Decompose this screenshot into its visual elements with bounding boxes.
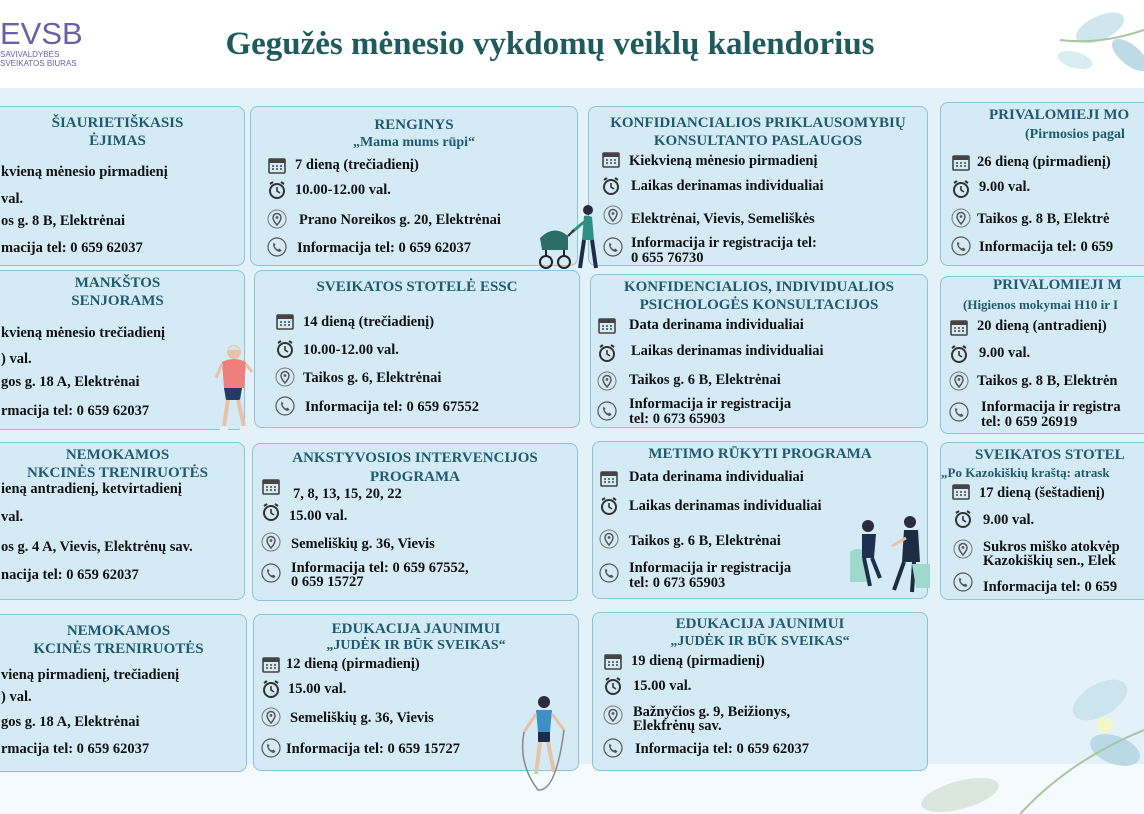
card-time: val. [1, 509, 24, 525]
card-date: 26 dieną (pirmadienį) [977, 154, 1111, 170]
alarm-clock-icon [597, 343, 617, 363]
card-date: 12 dieną (pirmadienį) [286, 656, 420, 672]
card-time: 10.00-12.00 val. [295, 182, 391, 198]
card-address-2: Elekfrėnų sav. [633, 718, 722, 734]
alarm-clock-icon [603, 676, 623, 696]
alarm-clock-icon [275, 339, 295, 359]
card-date: Data derinama individualiai [629, 469, 804, 485]
card-sveikatos-stotele-essc [254, 270, 580, 428]
phone-icon [275, 396, 295, 416]
calendar-icon [597, 315, 617, 335]
card-title: NKCINĖS TRENIRUOTĖS [26, 465, 209, 481]
card-time: 9.00 val. [979, 345, 1031, 361]
card-phone: rmacija tel: 0 659 62037 [1, 741, 150, 757]
card-psichologes-konsultacijos [590, 274, 928, 428]
card-phone: Informacija tel: 0 659 15727 [286, 741, 460, 757]
card-phone: Informacija ir registracija [629, 560, 792, 576]
card-title: ŠIAURIETIŠKASIS [51, 115, 184, 131]
flower-decoration-top-right [1040, 0, 1144, 100]
phone-icon [603, 738, 623, 758]
card-phone: macija tel: 0 659 62037 [1, 240, 143, 256]
card-title: NEMOKAMOS [66, 623, 171, 639]
alarm-clock-icon [953, 509, 973, 529]
card-title: PRIVALOMIEJI M [993, 277, 1122, 293]
card-address: os g. 4 A, Vievis, Elektrėnų sav. [1, 539, 193, 555]
jump-rope-illustration [512, 694, 574, 792]
card-time: Laikas derinamas individualiai [631, 343, 824, 359]
calendar-icon [261, 654, 281, 674]
alarm-clock-icon [601, 176, 621, 196]
card-address: Taikos g. 6, Elektrėnai [303, 370, 442, 386]
card-address: os g. 8 B, Elektrėnai [1, 213, 126, 229]
card-title: PSICHOLOGĖS KONSULTACIJOS [639, 297, 879, 313]
card-privalomieji-mokymai-1 [940, 102, 1144, 266]
card-ankstyvosios-intervencijos [252, 443, 578, 601]
card-phone: Informacija tel: 0 659 62037 [297, 240, 471, 256]
card-phone: Informacija ir registracija tel: [631, 235, 817, 251]
card-phone: Informacija tel: 0 659 [983, 579, 1118, 595]
card-sveikatos-stotele-kazokiskes [940, 442, 1144, 600]
card-title: NEMOKAMOS [65, 447, 170, 463]
location-pin-icon [599, 529, 619, 549]
card-address: gos g. 18 A, Elektrėnai [1, 714, 140, 730]
calendar-icon [275, 311, 295, 331]
alarm-clock-icon [599, 496, 619, 516]
card-time: 9.00 val. [979, 179, 1031, 195]
card-title: RENGINYS [374, 117, 454, 133]
location-pin-icon [953, 539, 973, 559]
card-priklausomybiu-konsultantas [588, 106, 928, 266]
alarm-clock-icon [949, 344, 969, 364]
card-time: 15.00 val. [633, 678, 692, 694]
card-funkcines-treniruotes-1 [0, 442, 245, 600]
card-date: 17 dieną (šeštadienį) [979, 485, 1105, 501]
card-phone: Informacija tel: 0 659 [979, 239, 1114, 255]
location-pin-icon [261, 532, 281, 552]
card-date: ieną antradienį, ketvirtadienį [1, 481, 182, 497]
card-address: Taikos g. 8 B, Elektrėn [977, 373, 1118, 389]
card-title: KONFIDENCIALIOS, INDIVIDUALIOS [623, 279, 895, 295]
location-pin-icon [951, 208, 971, 228]
card-address: Prano Noreikos g. 20, Elektrėnai [299, 212, 501, 228]
logo-subtitle-2: SVEIKATOS BIURAS [0, 59, 77, 68]
card-siaurietiskasis-ejimas [0, 106, 245, 266]
card-date: vieną pirmadienį, trečiadienį [1, 667, 180, 683]
location-pin-icon [597, 371, 617, 391]
card-time: 15.00 val. [289, 508, 348, 524]
card-phone: Informacija tel: 0 659 67552 [305, 399, 479, 415]
card-subtitle: (Pirmosios pagal [1025, 127, 1125, 142]
card-title: ĖJIMAS [89, 133, 146, 149]
card-time: Laikas derinamas individualiai [629, 498, 822, 514]
card-title: PROGRAMA [370, 469, 460, 485]
senior-exercise-illustration [212, 342, 254, 434]
card-title: SVEIKATOS STOTEL [975, 447, 1125, 463]
card-time: 15.00 val. [288, 681, 347, 697]
card-phone: Informacija ir registra [981, 399, 1121, 415]
phone-icon [597, 401, 617, 421]
alarm-clock-icon [261, 679, 281, 699]
phone-icon [261, 563, 281, 583]
card-subtitle: „JUDĖK IR BŪK SVEIKAS“ [326, 638, 506, 653]
card-title: EDUKACIJA JAUNIMUI [331, 621, 501, 637]
card-phone: Informacija tel: 0 659 67552, [291, 560, 469, 576]
card-phone-2: tel: 0 673 65903 [629, 411, 726, 427]
card-address: Elektrėnai, Vievis, Semeliškės [631, 211, 815, 227]
calendar-icon [949, 317, 969, 337]
card-title: KCINĖS TRENIRUOTĖS [33, 641, 204, 657]
card-date: Kiekvieną mėnesio pirmadienį [629, 153, 818, 169]
card-title: EDUKACIJA JAUNIMUI [675, 616, 845, 632]
card-time: ) val. [1, 351, 32, 367]
card-phone-2: tel: 0 673 65903 [629, 575, 726, 591]
card-title: METIMO RŪKYTI PROGRAMA [648, 446, 872, 462]
location-pin-icon [949, 371, 969, 391]
phone-icon [949, 402, 969, 422]
card-title: SENJORAMS [71, 293, 164, 309]
card-title: KONFIDIANCIALIOS PRIKLAUSOMYBIŲ [610, 115, 906, 131]
phone-icon [603, 237, 623, 257]
card-date: kvieną mėnesio trečiadienį [1, 325, 166, 341]
card-address-2: Kazokiškių sen., Elek [983, 553, 1116, 569]
card-time: Laikas derinamas individualiai [631, 178, 824, 194]
card-phone: nacija tel: 0 659 62037 [1, 567, 139, 583]
alarm-clock-icon [267, 180, 287, 200]
card-time: 10.00-12.00 val. [303, 342, 399, 358]
card-title: MANKŠTOS [74, 275, 161, 291]
card-date: 7, 8, 13, 15, 20, 22 [293, 486, 402, 502]
card-phone: Informacija ir registracija [629, 396, 792, 412]
logo-text: EVSB [0, 16, 83, 51]
phone-icon [599, 563, 619, 583]
card-phone: Informacija tel: 0 659 62037 [635, 741, 809, 757]
phone-icon [953, 572, 973, 592]
card-title: PRIVALOMIEJI MO [989, 107, 1130, 123]
card-address: Taikos g. 8 B, Elektrė [977, 211, 1110, 227]
evsb-logo [0, 18, 110, 80]
card-date: 7 dieną (trečiadienį) [295, 157, 419, 173]
calendar-icon [603, 651, 623, 671]
card-title: KONSULTANTO PASLAUGOS [653, 133, 863, 149]
calendar-icon [261, 476, 281, 496]
card-subtitle: „JUDĖK IR BŪK SVEIKAS“ [670, 634, 850, 649]
card-address: Semeliškių g. 36, Vievis [290, 710, 434, 726]
card-address: Bažnyčios g. 9, Beižionys, [633, 704, 791, 720]
card-date: Data derinama individualiai [629, 317, 804, 333]
location-pin-icon [275, 367, 295, 387]
card-address: gos g. 18 A, Elektrėnai [1, 374, 140, 390]
location-pin-icon [603, 705, 623, 725]
card-title: ANKSTYVOSIOS INTERVENCIJOS [292, 450, 538, 466]
card-subtitle: (Higienos mokymai H10 ir I [963, 297, 1119, 312]
card-title: SVEIKATOS STOTELĖ ESSC [316, 279, 518, 295]
card-funkcines-treniruotes-2 [0, 614, 247, 772]
card-subtitle: „Po Kazokiškių kraštą: atrask [941, 465, 1110, 480]
card-date: 20 dieną (antradienį) [977, 318, 1107, 334]
calendar-icon [267, 155, 287, 175]
card-privalomieji-mokymai-2 [940, 276, 1144, 434]
card-date: 19 dieną (pirmadienį) [631, 653, 765, 669]
alarm-clock-icon [951, 179, 971, 199]
alarm-clock-icon [261, 502, 281, 522]
card-time: val. [1, 191, 24, 207]
card-address: Taikos g. 6 B, Elektrėnai [629, 533, 781, 549]
card-date: 14 dieną (trečiadienį) [303, 314, 435, 330]
card-phone-2: 0 659 15727 [291, 574, 364, 590]
logo-subtitle-1: SAVIVALDYBĖS [0, 50, 60, 59]
calendar-icon [951, 481, 971, 501]
card-time: ) val. [1, 689, 32, 705]
card-renginys-mama [250, 106, 578, 266]
consultation-illustration [850, 512, 930, 596]
page-title: Gegužės mėnesio vykdomų veiklų kalendorius [225, 26, 875, 62]
mother-with-stroller-illustration [536, 202, 606, 274]
card-address: Semeliškių g. 36, Vievis [291, 536, 435, 552]
card-phone-2: 0 655 76730 [631, 250, 704, 266]
phone-icon [951, 236, 971, 256]
phone-icon [267, 237, 287, 257]
card-phone: rmacija tel: 0 659 62037 [1, 403, 150, 419]
calendar-icon [951, 152, 971, 172]
card-subtitle: „Mama mums rūpi“ [352, 135, 476, 150]
location-pin-icon [267, 209, 287, 229]
location-pin-icon [261, 707, 281, 727]
card-address: Sukros miško atokvėp [983, 539, 1120, 555]
calendar-icon [599, 468, 619, 488]
location-pin-icon [603, 205, 623, 225]
card-date: kvieną mėnesio pirmadienį [1, 164, 168, 180]
flower-decoration-bottom-right [900, 610, 1144, 814]
calendar-icon [601, 149, 621, 169]
card-time: 9.00 val. [983, 512, 1035, 528]
card-manksta-senjorams [0, 270, 245, 430]
card-address: Taikos g. 6 B, Elektrėnai [629, 372, 781, 388]
phone-icon [261, 738, 281, 758]
card-phone-2: tel: 0 659 26919 [981, 414, 1078, 430]
card-edukacija-jaunimui-2 [592, 612, 928, 771]
